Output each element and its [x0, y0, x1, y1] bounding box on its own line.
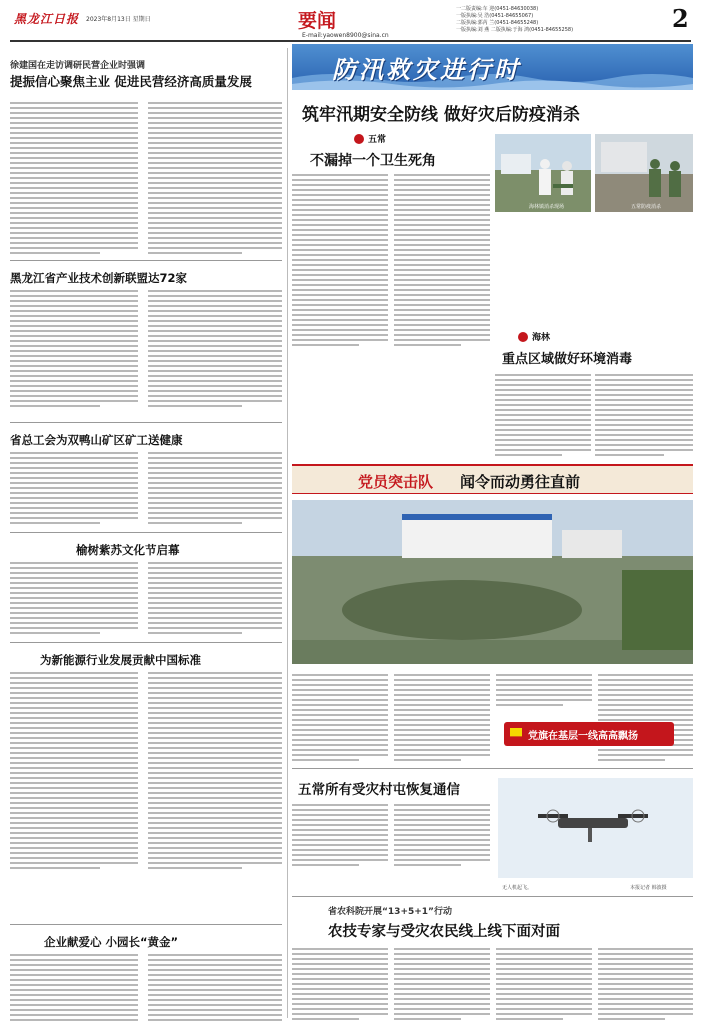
- sub2-title: 重点区域做好环境消毒: [502, 352, 633, 367]
- contacts: [456, 6, 666, 34]
- sub1-title: 不漏掉一个卫生死角: [310, 153, 436, 169]
- location-icon: [518, 332, 528, 342]
- label-hailin: 海林: [518, 330, 550, 343]
- article-title: 企业献爱心 小园长“黄金”: [44, 935, 179, 949]
- article-kicker: 徐建国在走访调研民营企业时强调: [10, 61, 146, 71]
- masthead: [0, 0, 701, 44]
- section-title: 要闻: [298, 10, 337, 32]
- right-column: [292, 44, 693, 1020]
- contact-line: 一版执编:刘 燕 二版执编:于海 鸿(0451-84655258): [456, 27, 574, 33]
- section-email: E-mail:yaowen8900@sina.cn: [302, 32, 389, 39]
- photo-disinfection-2: [595, 134, 693, 212]
- main-title: 筑牢汛期安全防线 做好灾后防疫消杀: [302, 105, 580, 125]
- article-title: 提振信心聚焦主业 促进民营经济高质量发展: [10, 74, 252, 89]
- flag-icon: [510, 728, 522, 740]
- location-icon: [354, 134, 364, 144]
- edition-date: 2023年8月13日 星期日: [86, 16, 151, 23]
- party-banner: [292, 464, 693, 494]
- article-title: 省总工会为双鸭山矿区矿工送健康: [10, 433, 183, 447]
- contact-line: 一版执编:吴 浩(0451-84655067): [456, 13, 534, 19]
- page-number: 2: [672, 4, 689, 33]
- drone-title: 五常所有受灾村屯恢复通信: [298, 782, 460, 798]
- article-title: 榆树紫苏文化节启幕: [76, 543, 180, 557]
- photo-caption: 海林镇消杀现场: [529, 204, 565, 210]
- photo-party-team: [292, 500, 693, 664]
- party-badge: [504, 722, 674, 746]
- party-badge-text: 党旗在基层一线高高飘扬: [528, 731, 638, 742]
- party-banner-left: 党员突击队: [358, 473, 434, 491]
- final-kicker: 省农科院开展“13+5+1”行动: [328, 907, 452, 917]
- article-title: 为新能源行业发展贡献中国标准: [40, 653, 201, 667]
- article-title: 黑龙江省产业技术创新联盟达72家: [10, 271, 188, 285]
- drone-credit: 本报记者 韩波摄: [630, 885, 667, 891]
- photo-disinfection-1: [495, 134, 591, 212]
- photo-drone: [498, 778, 693, 878]
- paper-logo: 黑龙江日报: [14, 12, 80, 26]
- left-column: [10, 48, 282, 1018]
- label-wuchang: 五常: [354, 132, 386, 145]
- final-title: 农技专家与受灾农民线上线下面对面: [328, 924, 560, 940]
- photo-caption: 五常防疫消杀: [631, 204, 662, 210]
- party-banner-right: 闻令而动勇往直前: [460, 473, 581, 491]
- contact-line: 二版执编:郭芮 兰(0451-84655248): [456, 20, 539, 26]
- flood-banner: [292, 44, 693, 90]
- contact-line: 一二版责编:车 迎(0451-84630038): [456, 6, 539, 12]
- drone-caption: 无人机起飞。: [502, 885, 533, 891]
- banner-title: 防汛救灾进行时: [332, 55, 521, 84]
